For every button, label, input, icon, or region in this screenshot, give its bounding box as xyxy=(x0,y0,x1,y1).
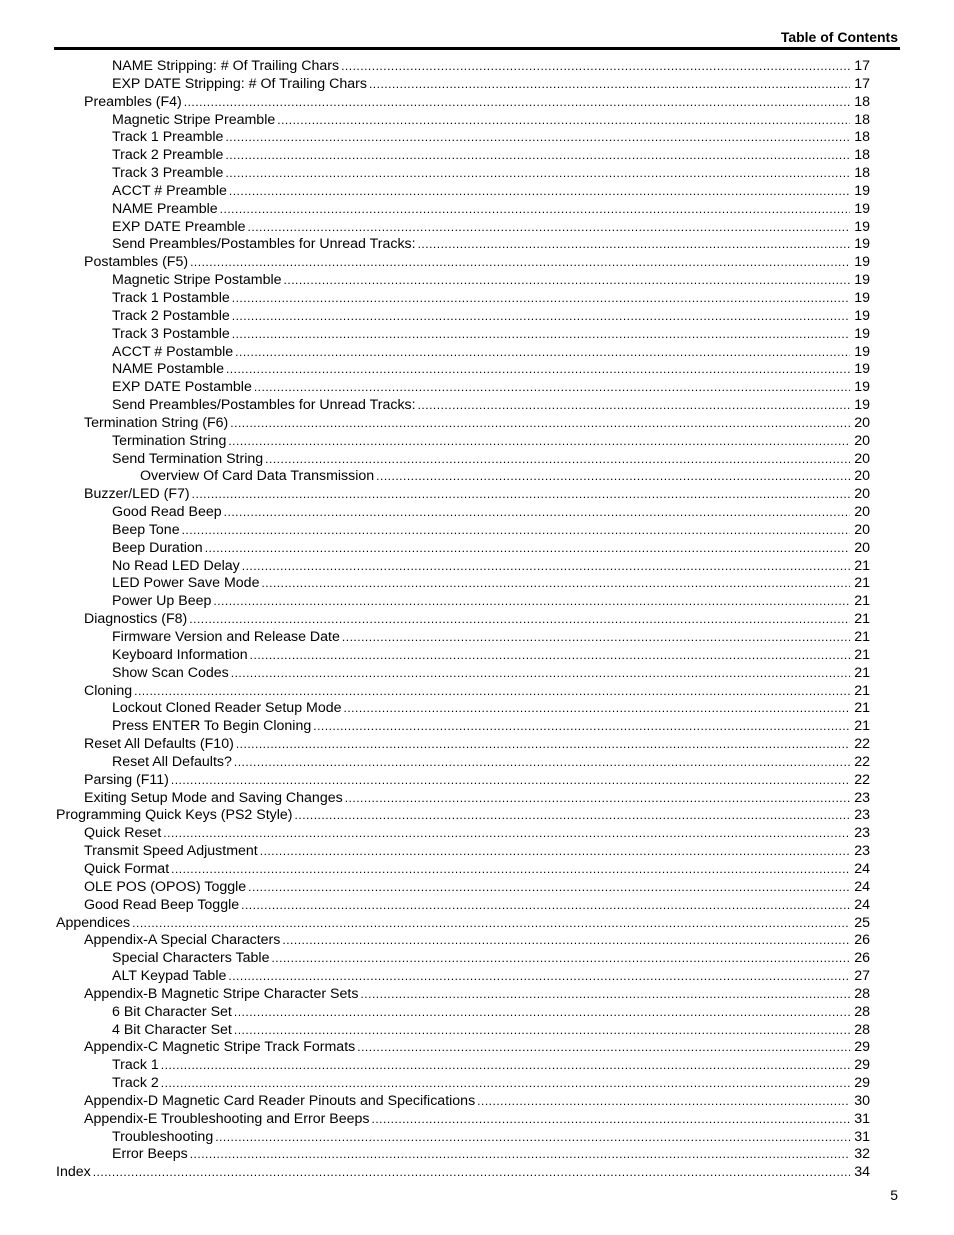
toc-entry[interactable] xyxy=(56,611,870,629)
toc-entry[interactable] xyxy=(56,76,870,94)
dot-leader xyxy=(248,219,850,237)
dot-leader xyxy=(226,361,850,379)
toc-entry-page: 23 xyxy=(854,843,870,860)
toc-entry[interactable] xyxy=(56,1146,870,1164)
toc-entry-page: 19 xyxy=(854,254,870,271)
toc-entry-title: Lockout Cloned Reader Setup Mode xyxy=(112,700,342,717)
toc-entry-title: Track 1 xyxy=(112,1057,159,1074)
dot-leader xyxy=(250,647,850,665)
toc-entry[interactable] xyxy=(56,397,870,415)
toc-entry-title: Keyboard Information xyxy=(112,646,248,663)
toc-entry-title: Magnetic Stripe Preamble xyxy=(112,111,276,128)
toc-entry[interactable] xyxy=(56,1057,870,1075)
toc-entry-page: 22 xyxy=(854,771,870,788)
toc-entry-title: 6 Bit Character Set xyxy=(112,1003,232,1020)
toc-entry-page: 19 xyxy=(854,236,870,253)
toc-entry-page: 31 xyxy=(854,1110,870,1127)
toc-entry-title: Buzzer/LED (F7) xyxy=(84,486,190,503)
dot-leader xyxy=(357,1039,850,1057)
toc-entry-page: 20 xyxy=(854,521,870,538)
dot-leader xyxy=(229,183,850,201)
toc-entry[interactable] xyxy=(56,950,870,968)
toc-entry[interactable] xyxy=(56,1111,870,1129)
dot-leader xyxy=(231,665,850,683)
dot-leader xyxy=(234,1004,850,1022)
dot-leader xyxy=(372,1111,850,1129)
toc-entry[interactable] xyxy=(56,683,870,701)
toc-entry-title: ACCT # Postamble xyxy=(112,343,234,360)
toc-entry[interactable] xyxy=(56,629,870,647)
toc-entry-page: 22 xyxy=(854,736,870,753)
toc-entry[interactable] xyxy=(56,897,870,915)
toc-entry-title: Beep Duration xyxy=(112,539,203,556)
toc-entry-page: 28 xyxy=(854,1003,870,1020)
toc-entry-page: 19 xyxy=(854,289,870,306)
dot-leader xyxy=(418,397,850,415)
toc-entry-page: 17 xyxy=(854,58,870,74)
toc-entry[interactable] xyxy=(56,718,870,736)
toc-entry-page: 20 xyxy=(854,486,870,503)
dot-leader xyxy=(344,700,850,718)
dot-leader xyxy=(232,290,850,308)
dot-leader xyxy=(230,415,850,433)
toc-entry-title: Error Beeps xyxy=(112,1146,188,1163)
dot-leader xyxy=(369,76,850,94)
toc-entry-title: Beep Tone xyxy=(112,521,180,538)
toc-entry-title: Diagnostics (F8) xyxy=(84,611,188,628)
toc-entry[interactable] xyxy=(56,468,870,486)
toc-entry[interactable] xyxy=(56,433,870,451)
toc-entry-page: 19 xyxy=(854,343,870,360)
dot-leader xyxy=(228,968,850,986)
toc-entry-page: 26 xyxy=(854,932,870,949)
dot-leader xyxy=(189,611,850,629)
toc-entry-page: 20 xyxy=(854,504,870,521)
toc-entry-title: Track 2 xyxy=(112,1075,159,1092)
toc-entry-title: Overview Of Card Data Transmission xyxy=(140,468,375,485)
toc-entry-title: Troubleshooting xyxy=(112,1128,214,1145)
toc-entry-title: No Read LED Delay xyxy=(112,557,240,574)
dot-leader xyxy=(93,1164,850,1182)
toc-entry-title: Send Preambles/Postambles for Unread Tracks: xyxy=(112,236,416,253)
dot-leader xyxy=(313,718,850,736)
toc-entry[interactable] xyxy=(56,486,870,504)
dot-leader xyxy=(190,254,850,272)
dot-leader xyxy=(232,326,850,344)
toc-entry[interactable] xyxy=(56,772,870,790)
dot-leader xyxy=(192,486,850,504)
toc-entry-page: 23 xyxy=(854,807,870,824)
dot-leader xyxy=(171,772,850,790)
toc-entry-title: Exiting Setup Mode and Saving Changes xyxy=(84,789,343,806)
dot-leader xyxy=(345,790,850,808)
toc-entry-title: EXP DATE Preamble xyxy=(112,218,246,235)
toc-entry[interactable] xyxy=(56,415,870,433)
toc-entry-page: 19 xyxy=(854,218,870,235)
toc-entry[interactable] xyxy=(56,254,870,272)
toc-entry-title: ALT Keypad Table xyxy=(112,968,227,985)
toc-entry-page: 19 xyxy=(854,182,870,199)
toc-entry-page: 19 xyxy=(854,307,870,324)
toc-entry[interactable] xyxy=(56,647,870,665)
toc-entry[interactable] xyxy=(56,344,870,362)
toc-entry[interactable] xyxy=(56,379,870,397)
toc-entry[interactable] xyxy=(56,58,870,76)
toc-entry-page: 21 xyxy=(854,611,870,628)
toc-entry-title: Quick Format xyxy=(84,860,170,877)
toc-entry[interactable] xyxy=(56,879,870,897)
toc-entry[interactable] xyxy=(56,843,870,861)
toc-entry[interactable] xyxy=(56,451,870,469)
toc-entry[interactable] xyxy=(56,165,870,183)
toc-entry-title: Programming Quick Keys (PS2 Style) xyxy=(56,807,293,824)
toc-entry-title: Track 1 Postamble xyxy=(112,289,230,306)
toc-entry-title: Press ENTER To Begin Cloning xyxy=(112,718,312,735)
toc-entry-title: Appendix-D Magnetic Card Reader Pinouts and Specifications xyxy=(84,1092,476,1109)
toc-entry-title: Appendix-E Troubleshooting and Error Beeps xyxy=(84,1110,370,1127)
toc-entry-title: Postambles (F5) xyxy=(84,254,189,271)
dot-leader xyxy=(163,825,850,843)
toc-entry-title: EXP DATE Stripping: # Of Trailing Chars xyxy=(112,75,367,92)
dot-leader xyxy=(184,94,850,112)
toc-entry-page: 19 xyxy=(854,361,870,378)
toc-entry[interactable] xyxy=(56,147,870,165)
toc-entry-title: Cloning xyxy=(84,682,133,699)
toc-entry[interactable] xyxy=(56,754,870,772)
toc-entry[interactable] xyxy=(56,94,870,112)
table-of-contents xyxy=(56,58,870,1182)
toc-entry-page: 18 xyxy=(854,165,870,182)
toc-entry[interactable] xyxy=(56,558,870,576)
dot-leader xyxy=(234,1022,850,1040)
toc-entry-page: 24 xyxy=(854,860,870,877)
toc-entry-page: 21 xyxy=(854,646,870,663)
dot-leader xyxy=(248,879,850,897)
toc-entry-title: Good Read Beep xyxy=(112,504,222,521)
toc-entry-page: 26 xyxy=(854,950,870,967)
toc-entry-page: 21 xyxy=(854,557,870,574)
toc-entry-title: OLE POS (OPOS) Toggle xyxy=(84,878,247,895)
toc-entry[interactable] xyxy=(56,236,870,254)
toc-entry[interactable] xyxy=(56,700,870,718)
toc-entry-page: 19 xyxy=(854,397,870,414)
toc-entry-title: Track 3 Preamble xyxy=(112,165,224,182)
toc-entry[interactable] xyxy=(56,1129,870,1147)
toc-entry-page: 20 xyxy=(854,468,870,485)
toc-entry-page: 20 xyxy=(854,414,870,431)
toc-entry-title: Termination String (F6) xyxy=(84,414,229,431)
toc-entry-page: 29 xyxy=(854,1057,870,1074)
dot-leader xyxy=(232,308,850,326)
dot-leader xyxy=(225,147,850,165)
toc-entry-page: 34 xyxy=(854,1164,870,1181)
dot-leader xyxy=(171,861,850,879)
toc-entry[interactable] xyxy=(56,272,870,290)
dot-leader xyxy=(134,683,850,701)
toc-entry-page: 19 xyxy=(854,200,870,217)
dot-leader xyxy=(234,754,850,772)
toc-entry[interactable] xyxy=(56,825,870,843)
toc-entry-page: 21 xyxy=(854,700,870,717)
dot-leader xyxy=(235,344,850,362)
toc-entry[interactable] xyxy=(56,361,870,379)
dot-leader xyxy=(190,1146,850,1164)
toc-entry-title: NAME Postamble xyxy=(112,361,224,378)
toc-entry-title: Show Scan Codes xyxy=(112,664,229,681)
dot-leader xyxy=(282,932,850,950)
dot-leader xyxy=(295,807,850,825)
toc-entry-page: 21 xyxy=(854,575,870,592)
toc-entry-title: Appendices xyxy=(56,914,131,931)
toc-entry[interactable] xyxy=(56,522,870,540)
dot-leader xyxy=(215,1129,850,1147)
toc-entry[interactable] xyxy=(56,1022,870,1040)
toc-entry-page: 28 xyxy=(854,1021,870,1038)
toc-entry-title: EXP DATE Postamble xyxy=(112,379,252,396)
dot-leader xyxy=(182,522,850,540)
toc-entry-page: 25 xyxy=(854,914,870,931)
toc-entry[interactable] xyxy=(56,219,870,237)
page-number: 5 xyxy=(890,1187,898,1203)
dot-leader xyxy=(277,112,850,130)
toc-entry[interactable] xyxy=(56,540,870,558)
toc-entry[interactable] xyxy=(56,1075,870,1093)
toc-entry-title: Reset All Defaults (F10) xyxy=(84,736,234,753)
toc-entry-page: 30 xyxy=(854,1092,870,1109)
dot-leader xyxy=(236,736,850,754)
toc-entry-page: 24 xyxy=(854,878,870,895)
toc-entry[interactable] xyxy=(56,504,870,522)
toc-entry[interactable] xyxy=(56,736,870,754)
page-header-title: Table of Contents xyxy=(780,29,898,45)
dot-leader xyxy=(242,558,850,576)
dot-leader xyxy=(261,575,850,593)
toc-entry-title: Send Preambles/Postambles for Unread Tracks: xyxy=(112,397,416,414)
toc-entry-page: 18 xyxy=(854,111,870,128)
toc-entry[interactable] xyxy=(56,986,870,1004)
toc-entry[interactable] xyxy=(56,308,870,326)
toc-entry-title: Quick Reset xyxy=(84,825,162,842)
toc-entry-page: 31 xyxy=(854,1128,870,1145)
dot-leader xyxy=(360,986,850,1004)
toc-entry-title: Reset All Defaults? xyxy=(112,753,232,770)
toc-entry[interactable] xyxy=(56,593,870,611)
toc-entry-page: 21 xyxy=(854,629,870,645)
toc-entry-title: Parsing (F11) xyxy=(84,771,169,788)
dot-leader xyxy=(161,1057,850,1075)
toc-entry-page: 29 xyxy=(854,1075,870,1092)
toc-entry-title: Appendix-B Magnetic Stripe Character Sets xyxy=(84,985,359,1002)
dot-leader xyxy=(271,950,850,968)
dot-leader xyxy=(265,451,850,469)
toc-entry-title: NAME Stripping: # Of Trailing Chars xyxy=(112,58,340,74)
toc-entry[interactable] xyxy=(56,290,870,308)
toc-entry-title: Firmware Version and Release Date xyxy=(112,629,340,645)
dot-leader xyxy=(284,272,850,290)
toc-entry-page: 17 xyxy=(854,75,870,92)
toc-entry[interactable] xyxy=(56,1164,870,1182)
toc-entry-page: 21 xyxy=(854,718,870,735)
toc-entry-title: NAME Preamble xyxy=(112,200,218,217)
toc-entry-title: Termination String xyxy=(112,432,227,449)
toc-entry-page: 32 xyxy=(854,1146,870,1163)
toc-entry-title: Track 2 Preamble xyxy=(112,147,224,164)
dot-leader xyxy=(260,843,850,861)
toc-entry-page: 28 xyxy=(854,985,870,1002)
dot-leader xyxy=(254,379,850,397)
toc-entry[interactable] xyxy=(56,129,870,147)
toc-entry-title: Track 3 Postamble xyxy=(112,325,230,342)
toc-entry-page: 20 xyxy=(854,450,870,467)
dot-leader xyxy=(341,58,850,76)
dot-leader xyxy=(161,1075,850,1093)
toc-entry-page: 20 xyxy=(854,539,870,556)
toc-entry[interactable] xyxy=(56,790,870,808)
toc-entry-title: Magnetic Stripe Postamble xyxy=(112,272,282,289)
toc-entry[interactable] xyxy=(56,201,870,219)
toc-entry-title: Preambles (F4) xyxy=(84,93,182,110)
toc-entry-page: 20 xyxy=(854,432,870,449)
toc-entry-page: 18 xyxy=(854,147,870,164)
dot-leader xyxy=(418,236,850,254)
dot-leader xyxy=(225,165,850,183)
toc-entry-page: 18 xyxy=(854,129,870,146)
toc-entry-title: Appendix-C Magnetic Stripe Track Formats xyxy=(84,1039,356,1056)
dot-leader xyxy=(241,897,850,915)
dot-leader xyxy=(220,201,850,219)
toc-entry[interactable] xyxy=(56,968,870,986)
toc-entry-page: 21 xyxy=(854,593,870,610)
toc-entry-title: ACCT # Preamble xyxy=(112,182,227,199)
toc-entry-title: Special Characters Table xyxy=(112,950,270,967)
toc-entry[interactable] xyxy=(56,861,870,879)
toc-entry-title: Good Read Beep Toggle xyxy=(84,896,240,913)
dot-leader xyxy=(224,504,850,522)
toc-entry-page: 19 xyxy=(854,325,870,342)
toc-entry-page: 23 xyxy=(854,825,870,842)
toc-entry-page: 21 xyxy=(854,664,870,681)
toc-entry[interactable] xyxy=(56,575,870,593)
toc-entry[interactable] xyxy=(56,915,870,933)
toc-entry[interactable] xyxy=(56,326,870,344)
toc-entry-title: Appendix-A Special Characters xyxy=(84,932,281,949)
toc-entry-page: 24 xyxy=(854,896,870,913)
toc-entry[interactable] xyxy=(56,183,870,201)
toc-entry[interactable] xyxy=(56,112,870,130)
toc-entry[interactable] xyxy=(56,932,870,950)
toc-entry[interactable] xyxy=(56,1004,870,1022)
toc-entry-title: Send Termination String xyxy=(112,450,264,467)
toc-entry[interactable] xyxy=(56,1093,870,1111)
toc-entry-title: LED Power Save Mode xyxy=(112,575,260,592)
toc-entry[interactable] xyxy=(56,807,870,825)
toc-entry-page: 27 xyxy=(854,968,870,985)
toc-entry[interactable] xyxy=(56,1039,870,1057)
toc-entry-page: 22 xyxy=(854,753,870,770)
toc-entry[interactable] xyxy=(56,665,870,683)
dot-leader xyxy=(132,915,850,933)
toc-entry-page: 23 xyxy=(854,789,870,806)
toc-entry-title: Track 2 Postamble xyxy=(112,307,230,324)
dot-leader xyxy=(228,433,850,451)
dot-leader xyxy=(225,129,850,147)
toc-entry-page: 29 xyxy=(854,1039,870,1056)
dot-leader xyxy=(477,1093,850,1111)
toc-entry-page: 18 xyxy=(854,93,870,110)
dot-leader xyxy=(205,540,850,558)
dot-leader xyxy=(213,593,850,611)
dot-leader xyxy=(376,468,850,486)
header-divider xyxy=(54,47,900,50)
toc-entry-title: Transmit Speed Adjustment xyxy=(84,843,258,860)
toc-entry-page: 19 xyxy=(854,379,870,396)
toc-entry-title: 4 Bit Character Set xyxy=(112,1021,232,1038)
toc-entry-title: Index xyxy=(56,1164,91,1181)
toc-entry-title: Power Up Beep xyxy=(112,593,212,610)
dot-leader xyxy=(342,629,850,647)
toc-entry-title: Track 1 Preamble xyxy=(112,129,224,146)
toc-entry-page: 19 xyxy=(854,272,870,289)
toc-entry-page: 21 xyxy=(854,682,870,699)
